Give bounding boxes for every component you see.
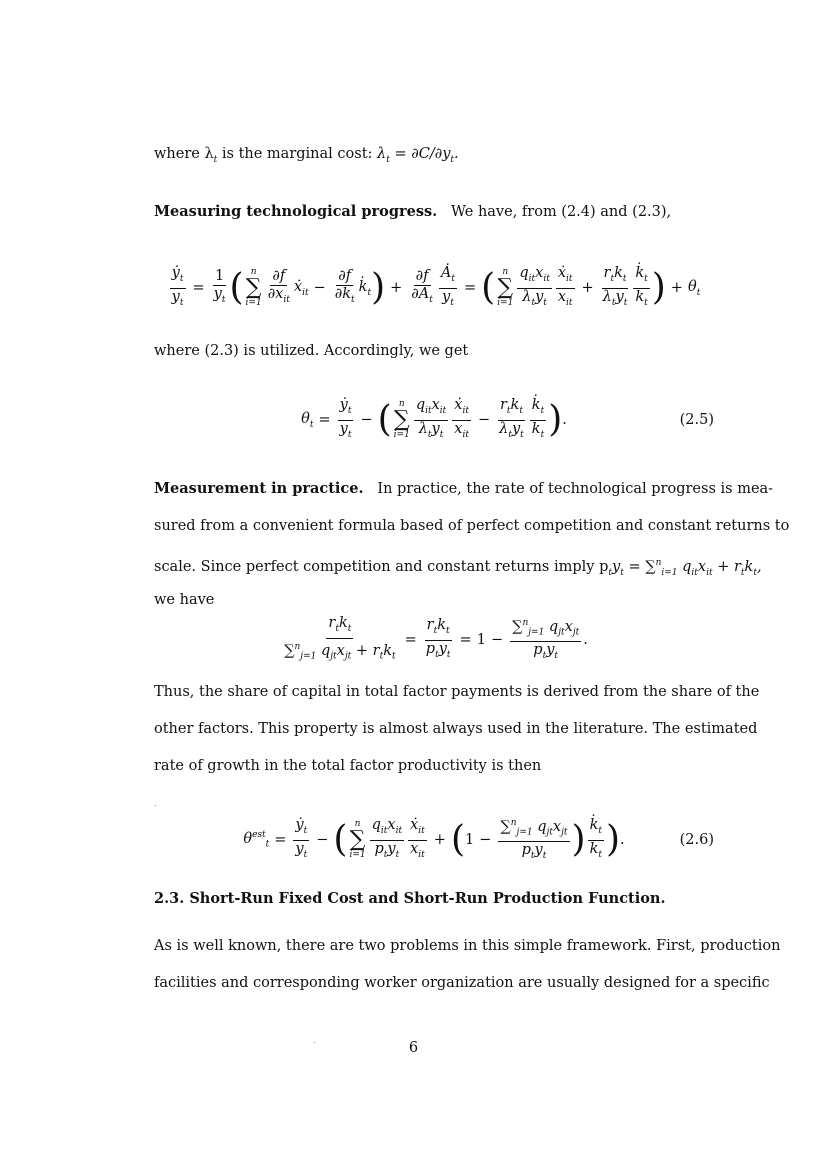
equation-2-6: $\theta^{est}_t$ = $\frac{ẏ_t}{y_t}$ − ( n ∑ i=1 $\frac{q_{it}x_{it}}{p_ty_t}$ $\frac{ẋ_{it}}{x_{it}}$ + ( 1 − $\frac{\sum^n_{j=1} q_{jt}x_{jt}}{p_ty_t}$ ) $\frac{k̇_t}{k_t}$ ) . (2.6) (243, 816, 714, 862)
measurement-paragraph: Measurement in practice. In practice, the rate of technological progress is mea- sured from a convenient formula based of perfect competition and constant returns to scale. Since perfect competition and constant returns imply $p_ty_t = \sum^n_{i=1}$ $q_{it}x_{it} + r_tk_t$, (154, 480, 790, 578)
marginal-cost-formula: $\lambda_t = \partial C/\partial y_t$. (377, 146, 459, 165)
capital-share-paragraph: Thus, the share of capital in total factor payments is derived from the share of the other factors. This property is almost always used in the literature. The estimated rate of growth in the total factor productivity is then (154, 684, 760, 774)
marginal-cost-line: where $\lambda_t$ is the marginal cost: $\lambda_t = \partial C/\partial y_t$. (154, 146, 459, 165)
equation-2-5: $\theta_t$ = $\frac{ẏ_t}{y_t}$ − ( n ∑ i=1 $\frac{q_{it}x_{it}}{\lambda_ty_t}$ $\frac{ẋ_{it}}{x_{it}}$ − $\frac{r_tk_t}{\lambda_ty_t}$ $\frac{k̇_t}{k_t}$ ) . (2.5) (301, 396, 714, 440)
growth-equation: $\frac{ẏ_t}{y_t}$ = $\frac{1}{y_t}$ ( n ∑ i=1 $\frac{\partial f}{\partial x_{it}}$ ẋ$_{it}$ − $\frac{\partial f}{\partial k_t}$ $k̇_t$ ) + $\frac{\partial f}{\partial A_t}$ $\frac{Ȧ_t}{y_t}$ = ( n ∑ i=1 $\frac{q_{it}x_{it}}{\lambda_ty_t}$ $\frac{ẋ_{it}}{x_{it}}$ + $\frac{r_tk_t}{\lambda_ty_t}$ $\frac{k̇_t}{k_t}$ ) + $\theta_t$ (171, 264, 701, 308)
equation-number-2-5: (2.5) (679, 412, 714, 428)
equation-number-2-6: (2.6) (679, 832, 714, 848)
capital-share-equation: $\frac{r_tk_t}{\sum^n_{j=1} q_{jt}x_{jt} + r_tk_t}$ = $\frac{r_tk_t}{p_ty_t}$ = 1 − $\frac{\sum^n_{j=1} q_{jt}x_{jt}}{p_ty_t}$ . (284, 614, 588, 662)
page-number: 6 (408, 1040, 419, 1056)
we-have-line: we have (154, 592, 215, 608)
subsection-heading: 2.3. Short-Run Fixed Cost and Short-Run Production Function. (154, 890, 666, 907)
after-equation-line: where (2.3) is utilized. Accordingly, we get (154, 343, 469, 359)
stray-mark (155, 805, 156, 806)
measuring-progress-heading: Measuring technological progress. We have, from (2.4) and (2.3), (154, 203, 672, 220)
short-run-paragraph: As is well known, there are two problems in this simple framework. First, production facilities and corresponding worker organization are usually designed for a specific (154, 938, 781, 991)
